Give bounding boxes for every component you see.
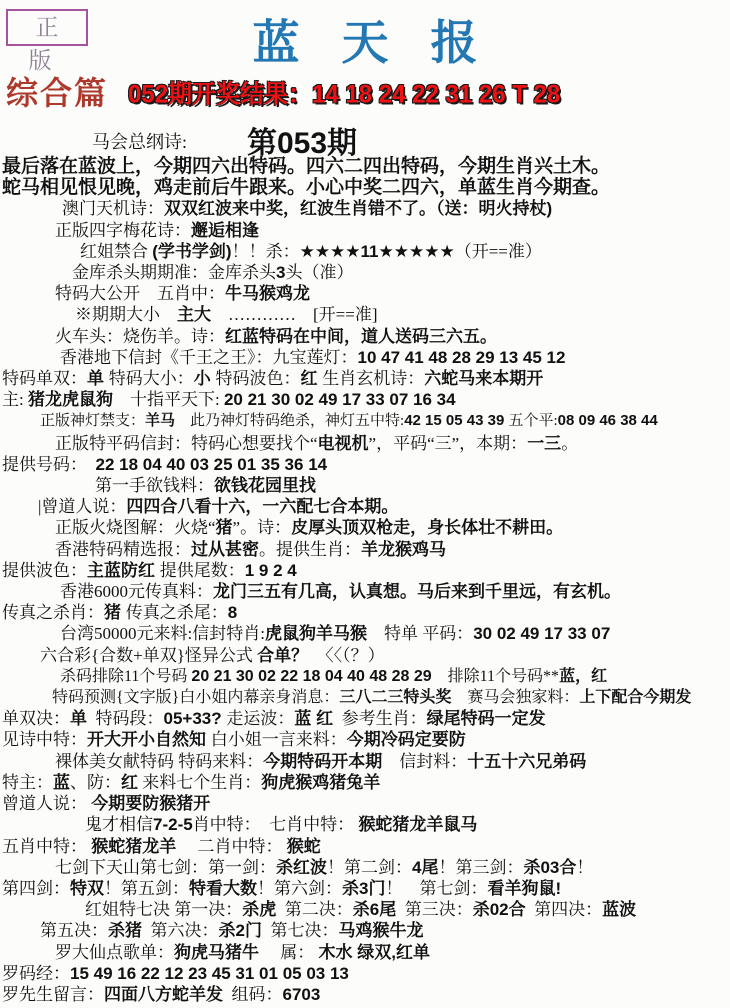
text-segment: 正版特平码信封：特码心想要找个“: [55, 433, 318, 453]
text-segment: 7-2-5: [153, 815, 193, 835]
text-segment: 属：: [259, 942, 319, 962]
text-segment: 今期要防猴猪开: [91, 794, 211, 814]
text-segment: ※期期大小: [75, 305, 177, 325]
text-segment: 30 02 49 17 33 07: [473, 624, 611, 644]
text-segment: 杀02合: [472, 900, 526, 920]
text-segment: 第七决：: [261, 921, 339, 941]
text-segment: 牛马猴鸡龙: [225, 284, 310, 304]
report-line: [0, 920, 730, 941]
text-segment: ………… [开==准]: [211, 305, 378, 325]
text-segment: 。提供生肖：: [259, 539, 361, 559]
text-segment: 火车头：烧伤羊。诗：: [55, 326, 225, 346]
text-segment: 小: [193, 369, 216, 389]
report-line: [0, 368, 730, 389]
text-segment: ！: [576, 857, 594, 877]
text-segment: 杀猪: [108, 921, 142, 941]
report-line: [0, 220, 730, 241]
text-segment: 五个平:: [508, 413, 558, 430]
report-line: [0, 793, 730, 814]
text-segment: 罗大仙点歌单：: [55, 942, 174, 962]
text-segment: 龙门三五有几高，认真想。马后来到千里远，有玄机。: [213, 582, 621, 602]
text-segment: 参考生肖：: [333, 709, 427, 729]
text-segment: 主大: [177, 305, 211, 325]
report-line: [0, 666, 730, 687]
report-line: [0, 347, 730, 368]
report-line: [0, 410, 730, 432]
report-line: [0, 623, 730, 644]
report-line: [0, 454, 730, 475]
text-segment: ！第六剑：: [257, 878, 342, 898]
text-segment: 1 9 2 4: [244, 560, 297, 580]
text-segment: 特码大小：: [108, 369, 194, 389]
text-segment: 第三决：: [396, 900, 473, 920]
text-segment: 罗码经：: [2, 963, 70, 983]
text-segment: ！第二剑：: [327, 857, 412, 877]
text-segment: 猴蛇猪龙羊: [91, 836, 177, 856]
text-segment: 见诗中特：: [2, 730, 87, 750]
text-segment: 木水 绿双,红单: [318, 942, 430, 962]
text-segment: 肖中特： 七肖中特：: [192, 815, 359, 835]
text-segment: ”。诗：: [232, 518, 292, 538]
text-segment: 皮厚头顶双枪走，身长体壮不耕田。: [291, 518, 564, 538]
report-line: [0, 433, 730, 454]
text-segment: 今期特码开本期: [263, 751, 383, 771]
text-segment: 〈〈（？）: [308, 645, 385, 665]
text-segment: 最后落在蓝波上，今期四六出特码。四六二四出特码，今期生肖兴土木。: [2, 156, 611, 177]
text-segment: 单: [70, 709, 87, 729]
text-segment: 正版神灯禁支：: [40, 413, 146, 430]
text-segment: 十五十六兄弟码: [467, 751, 587, 771]
text-segment: 主:: [2, 390, 28, 410]
text-segment: 曾道人说：: [2, 794, 92, 814]
text-segment: 鬼才相信: [85, 815, 153, 835]
text-segment: 走运波：: [226, 709, 295, 729]
text-segment: ★★★★11★★★★★: [299, 241, 455, 261]
text-segment: 特看大数: [189, 878, 257, 898]
text-segment: 杀红波: [276, 857, 327, 877]
report-line: [0, 156, 730, 177]
text-segment: 蓝波: [602, 900, 637, 920]
edition-label: 综合篇: [6, 74, 109, 112]
text-segment: ！！杀：: [231, 241, 300, 261]
text-segment: 特双: [70, 878, 104, 898]
text-segment: 羊马: [145, 412, 176, 430]
report-line: [0, 857, 730, 878]
text-segment: ！第五剑：: [104, 878, 189, 898]
text-segment: (学书学剑): [152, 241, 232, 261]
text-segment: 特码段：: [87, 709, 164, 729]
text-segment: 生肖玄机诗：: [322, 369, 425, 389]
text-segment: 四四合八看十六，一六配七合本期。: [126, 497, 399, 517]
report-line: [0, 878, 730, 899]
text-segment: 传真之杀尾：: [125, 603, 228, 623]
text-segment: 上下配合今期发: [579, 689, 692, 707]
report-title: 蓝天报: [252, 16, 520, 71]
report-line: [0, 198, 730, 219]
report-line: [0, 241, 730, 262]
text-segment: 澳门天机诗：: [62, 199, 164, 219]
text-segment: 第二决：: [276, 900, 353, 920]
text-segment: 狗虎马猪牛: [174, 942, 259, 962]
text-segment: 、防：: [70, 772, 121, 792]
report-line: [0, 326, 730, 347]
text-segment: 十指平天下:: [112, 390, 224, 410]
text-segment: 杀虎: [242, 900, 277, 920]
text-segment: 8: [227, 603, 238, 623]
masthead-poem-label: 马会总纲诗:: [92, 132, 188, 152]
text-segment: |曾道人说：: [38, 497, 127, 517]
text-segment: 猴蛇猪龙羊鼠马: [358, 815, 478, 835]
report-line: [0, 602, 730, 623]
text-segment: 头（准）: [285, 263, 354, 283]
text-segment: 罗先生留言：: [2, 984, 104, 1004]
text-segment: 裸体美女献特码 特码来料：: [55, 751, 264, 771]
text-segment: 杀6尾: [352, 900, 397, 920]
text-segment: 合单？: [257, 645, 309, 665]
report-line: [0, 304, 730, 325]
text-segment: 10 47 41 48 28 29 13 45 12: [357, 347, 566, 367]
text-segment: 香港特码精选报：: [55, 539, 191, 559]
text-segment: 邂逅相逢: [191, 220, 259, 240]
text-segment: 42 15 05 43 39: [404, 412, 509, 430]
text-segment: 猴蛇: [286, 836, 321, 856]
report-line: [0, 772, 730, 793]
text-segment: 白小姐一言来料：: [210, 730, 347, 750]
text-segment: 台湾50000元来料:信封特肖:: [60, 624, 265, 644]
text-segment: 金库杀头期期准：金库杀头: [72, 263, 276, 283]
text-segment: 红姐禁合: [80, 241, 153, 261]
text-segment: ！ 第七剑：: [385, 878, 488, 898]
text-segment: 杀3门: [342, 878, 386, 898]
report-line: [0, 517, 730, 538]
report-line: [0, 687, 730, 708]
text-segment: 香港地下信封《千王之王》：九宝莲灯：: [60, 347, 358, 367]
text-segment: 香港6000元传真料：: [60, 582, 213, 602]
text-segment: 08 09 46 38 44: [557, 412, 658, 430]
text-segment: 特码预测{文字版}白小姐内幕亲身消息：: [52, 689, 340, 707]
report-body: [0, 154, 730, 1005]
text-segment: 今期冷码定要防: [346, 730, 466, 750]
text-segment: 杀03合: [523, 857, 577, 877]
report-line: [0, 496, 730, 517]
report-line: [0, 560, 730, 581]
text-segment: 马鸡猴牛龙: [338, 921, 424, 941]
text-segment: ！第三剑：: [438, 857, 524, 877]
previous-draw-result: 052期开奖结果：14 18 24 22 31 26 T 28: [128, 80, 561, 109]
text-segment: 第六决：: [142, 921, 219, 941]
text-segment: 组码：: [223, 984, 283, 1004]
report-line: [0, 899, 730, 920]
text-segment: 六合彩{合数+单双}怪异公式: [40, 645, 258, 665]
issue-number: 第053期: [247, 127, 358, 160]
text-segment: 蓝: [53, 772, 70, 792]
text-segment: 杀码排除11个号码: [60, 667, 192, 685]
text-segment: 20 21 30 02 49 17 33 07 16 34: [223, 390, 456, 410]
text-segment: 来料七个生肖：: [138, 772, 262, 792]
text-segment: 看羊狗鼠!: [487, 878, 562, 898]
report-header: [0, 0, 730, 118]
text-segment: 红姐特七决 第一决：: [85, 900, 243, 920]
text-segment: 猪: [104, 603, 126, 623]
text-segment: 第四剑：: [2, 878, 70, 898]
text-segment: 杀2门: [218, 921, 262, 941]
text-segment: 红蓝特码在中间，道人送码三六五。: [225, 326, 497, 346]
text-segment: 主蓝防红: [87, 560, 160, 580]
text-segment: 狗虎猴鸡猪兔羊: [261, 772, 381, 792]
report-line: [0, 984, 730, 1005]
text-segment: 正版四字梅花诗：: [55, 220, 191, 240]
text-segment: 双双红波来中奖，红波生肖错不了。（送：明火持杖): [164, 199, 553, 219]
text-segment: 排除11个号码**: [431, 667, 560, 685]
text-segment: 特码单双：: [2, 369, 87, 389]
report-line: [0, 645, 730, 666]
report-line: [0, 814, 730, 835]
text-segment: 15 49 16 22 12 23 45 31 01 05 03 13: [70, 963, 349, 983]
text-segment: 虎鼠狗羊马猴: [264, 624, 367, 644]
report-line: [0, 539, 730, 560]
text-segment: ”，平码“三”，本期：: [368, 433, 528, 453]
text-segment: 二肖中特：: [176, 836, 287, 856]
text-segment: 蓝 红: [294, 709, 334, 729]
report-line: [0, 581, 730, 602]
text-segment: 猪龙虎鼠狗: [27, 390, 113, 410]
text-segment: 特码大公开 五肖中：: [55, 284, 225, 304]
report-line: [0, 963, 730, 984]
text-segment: 特主：: [2, 772, 53, 792]
report-line: [0, 177, 730, 198]
text-segment: 四面八方蛇羊发: [104, 984, 223, 1004]
text-segment: 22 18 04 40 03 25 01 35 36 14: [95, 454, 328, 474]
text-segment: 单双决：: [2, 709, 70, 729]
report-line: [0, 751, 730, 772]
text-segment: 正版火烧图解：火烧“: [55, 518, 216, 538]
report-line: [0, 942, 730, 963]
text-segment: 第一手欲钱料：: [95, 476, 214, 496]
text-segment: 3: [276, 263, 286, 283]
text-segment: 此乃神灯特码绝杀，神灯五中特:: [175, 413, 405, 430]
text-segment: 电视机: [317, 433, 369, 453]
report-line: [0, 836, 730, 857]
text-segment: 第五决：: [40, 921, 108, 941]
text-segment: 七剑下天山第七剑：第一剑：: [55, 857, 276, 877]
text-segment: 绿尾特码一定发: [426, 709, 546, 729]
text-segment: 开大开小自然知: [87, 730, 211, 750]
text-segment: 提供波色：: [2, 560, 87, 580]
text-segment: 羊龙猴鸡马: [361, 539, 446, 559]
text-segment: 信封料：: [382, 751, 468, 771]
text-segment: 欲钱花园里找: [214, 476, 316, 496]
text-segment: 05+33?: [163, 709, 227, 729]
text-segment: 4尾: [412, 857, 439, 877]
text-segment: 单: [87, 369, 109, 389]
text-segment: 第四决：: [525, 900, 603, 920]
report-line: [0, 283, 730, 304]
masthead: [0, 118, 730, 160]
text-segment: 特码波色：: [215, 369, 301, 389]
text-segment: 三八二三特头奖: [339, 689, 452, 707]
text-segment: 蓝，红: [559, 667, 608, 685]
authentic-badge: 正 版: [6, 9, 88, 46]
report-line: [0, 389, 730, 410]
report-line: [0, 475, 730, 496]
text-segment: 提供号码：: [2, 454, 96, 474]
text-segment: 提供尾数：: [159, 560, 245, 580]
text-segment: 20 21 30 02 22 18 04 40 48 28 29: [191, 667, 432, 685]
text-segment: 特单 平码：: [366, 624, 474, 644]
text-segment: 过从甚密: [191, 539, 259, 559]
text-segment: 蛇马相见恨见晚，鸡走前后牛跟来。小心中奖二四六，单蓝生肖今期查。: [2, 177, 611, 199]
text-segment: 猪: [215, 518, 233, 538]
report-line: [0, 729, 730, 750]
text-segment: 赛马会独家料：: [451, 689, 580, 707]
text-segment: （开==准）: [454, 241, 542, 261]
text-segment: 红: [300, 369, 323, 389]
report-line: [0, 262, 730, 283]
report-line: [0, 708, 730, 729]
text-segment: 一三: [527, 433, 562, 453]
text-segment: 五肖中特：: [2, 836, 92, 856]
text-segment: 传真之杀肖：: [2, 603, 104, 623]
text-segment: 六蛇马来本期开: [424, 369, 544, 389]
text-segment: 6703: [282, 984, 321, 1004]
text-segment: 红: [121, 772, 138, 792]
text-segment: 。: [561, 433, 579, 453]
